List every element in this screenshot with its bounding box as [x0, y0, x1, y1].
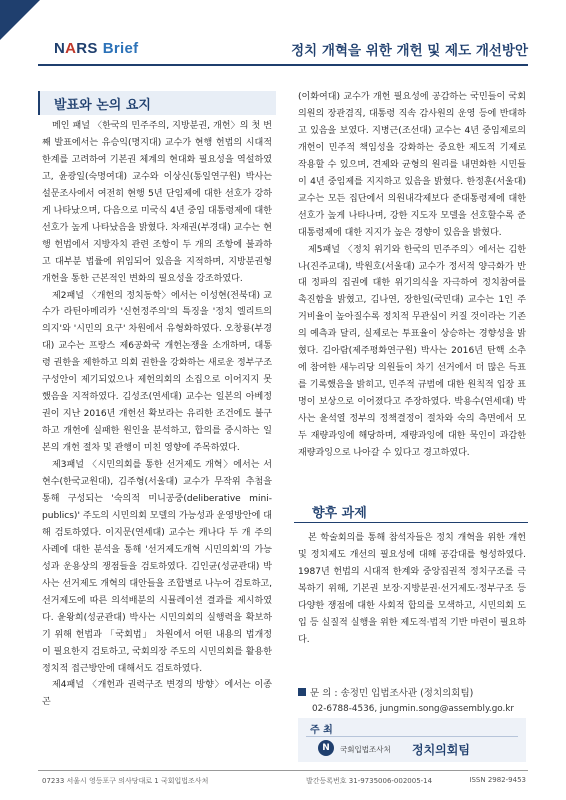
host-label: 주 최 — [310, 725, 333, 736]
contact-phone-email: 02-6788-4536, jungmin.song@assembly.go.kr — [312, 704, 515, 714]
host-divider — [306, 736, 518, 737]
paragraph-panel-2: 제2패널 〈개헌의 정치동학〉에서는 이성현(전북대) 교수가 라틴아메리카 '신헌정주의'의 특징을 '정치 엘리트의 의지'와 '시민의 요구' 차원에서 유형화하였다. 오창룡(부경대) 교수는 프랑스 제6공화국 개헌논쟁을 소개하며, 대통령 권한을 제한하고 의회 권한을 강화하는 새로운 정부구조 구성안이 제기되었으나 제헌의회의 소집으로 이어지지 못했음을 지적하였다. 김성조(연세대) 교수는 일본의 아베정권이 지난 2016년 개헌선 확보라는 유리한 조건에도 불구하고 개헌에 실패한 원인을 분석하고, 합의를 중시하는 일본의 개헌 절차 및 관행이 미친 영향에 주목하였다. — [42, 290, 272, 454]
paragraph-main-panel: 메인 패널 〈한국의 민주주의, 지방분권, 개헌〉의 첫 번째 발표에서는 유승익(명지대) 교수가 현행 헌법의 시대적 한계를 고려하여 기본권 체계의 현대화 필요성을 역설하였고, 윤광일(숙명여대) 교수와 이상신(통일연구원) 박사는 설문조사에서 여전히 현행 5년 단임제에 대한 선호가 강하게 나타났으며, 다음으로 미국식 4년 중임 대통령제에 대한 선호가 높게 나타났음을 밝혔다. 차재권(부경대) 교수는 현행 헌법에서 지방자치 관련 조항이 두 개의 조항에 불과하고 대부분 법률에 위임되어 있음을 지적하며, 지방분권형 개헌을 통한 근본적인 변화의 필요성을 강조하였다. — [42, 121, 272, 284]
section-heading-future: 향후 과제 — [294, 499, 528, 523]
document-title: 정치 개혁을 위한 개헌 및 제도 개선방안 — [291, 43, 528, 59]
header-divider — [38, 64, 528, 66]
paragraph-panel-4: 제4패널 〈개헌과 권력구조 변경의 방향〉에서는 이종곤 — [42, 680, 272, 708]
host-box — [298, 718, 526, 762]
footer-registration-number: 발간등록번호 31-9735006-002005-14 — [306, 777, 433, 785]
future-tasks-text: 본 학술회의를 통해 참석자들은 정치 개혁을 위한 개헌 및 정치제도 개선의 필요성에 대해 공감대를 형성하였다. 1987년 헌법의 시대적 한계와 중앙집권적 정치구조를 극복하기 위해, 기본권 보장·지방분권·선거제도·정부구조 등 다양한 쟁점에 대한 사회적 합의를 모색하고, 시민의회 도입 등 실질적 실행을 위한 제도적·법적 기반 마련이 필요하다. — [298, 533, 526, 645]
contact-info — [298, 685, 526, 714]
contact-person: 문 의 : 송정민 입법조사관 (정치의회팀) — [310, 688, 474, 699]
paragraph-panel-4-cont: (이화여대) 교수가 개헌 필요성에 공감하는 국민들이 국회의원의 장관겸직, 대통령 직속 감사원의 운영 등에 반대하고 있음을 보였다. 지병근(조선대) 교수는 4년 중임제로의 개헌이 민주적 책임성을 강화하는 중요한 제도적 기제로 작용할 수 있으며, 견제와 균형의 원리를 내면화한 시민들이 4년 중임제를 지지하고 있음을 밝혔다. 한정훈(서울대) 교수는 모든 집단에서 의원내각제보다 준대통령제에 대한 선호가 높게 나타나며, 강한 지도자 모델을 선호할수록 준대통령제에 대한 지지가 높은 경향이 있음을 밝혔다. — [298, 92, 526, 238]
nars-brief-logo: NARS Brief — [54, 40, 139, 57]
host-dept-name: 정치의회팀 — [412, 743, 470, 757]
paragraph-panel-5: 제5패널 〈정치 위기와 한국의 민주주의〉에서는 김한나(진주교대), 박원호(서울대) 교수가 정서적 양극화가 반대 정파의 집권에 대한 위기의식을 자극하여 정치참여를 촉진함을 밝혔고, 김나연, 장한일(국민대) 교수는 1인 주거비율이 높아질수록 정치적 무관심이 커질 것이라는 기존의 예측과 달리, 실제로는 투표율이 상승하는 경향성을 밝혔다. 김아람(제주평화연구원) 박사는 2016년 탄핵 소추에 참여한 새누리당 의원들이 차기 선거에서 더 많은 득표를 기록했음을 밝히고, 민주적 규범에 대한 원칙적 입장 표명이 보상으로 이어졌다고 주장하였다. 박용수(연세대) 박사는 윤석열 정부의 정책결정이 절차와 숙의 측면에서 모두 재량과잉에 해당하며, 재량과잉에 대한 묵인이 과감한 재량과잉으로 나아갈 수 있다고 경고하였다. — [298, 244, 526, 459]
footer-issn: ISSN 2982-9453 — [469, 776, 526, 784]
section-heading-discussion: 발표와 논의 요지 — [38, 91, 276, 115]
left-column — [42, 118, 272, 711]
paragraph-panel-3: 제3패널 〈시민의회를 통한 선거제도 개혁〉에서는 서현수(한국교원대), 김주형(서울대) 교수가 무작위 추첨을 통해 구성되는 '숙의적 미니공중(deliberative mini-publics)' 주도의 시민의회 모델의 가능성과 운영방안에 대해 검토하였다. 이지문(연세대) 교수는 캐나다 두 개 주의 사례에 대한 분석을 통해 '선거제도개혁 시민의회'의 가능성과 운용상의 쟁점들을 검토하였다. 김인균(성균관대) 박사는 선거제도 개혁의 대안들을 조합별로 나누어 검토하고, 선거제도에 따른 의석배분의 시뮬레이션 결과를 제시하였다. 윤왕희(성균관대) 박사는 시민의회의 실행력을 확보하기 위해 헌법과 「국회법」 차원에서 어떤 내용의 법개정이 필요한지 검토하고, 국회의장 주도의 시민의회를 활용한 정치적 접근방안에 대해서도 검토하였다. — [42, 460, 272, 674]
footer-address: 07233 서울시 영등포구 의사당대로 1 국회입법조사처 — [42, 777, 209, 785]
footer-divider — [38, 770, 528, 771]
host-org-name: 국회입법조사처 — [340, 745, 391, 754]
right-column — [298, 89, 526, 462]
corner-decoration — [0, 0, 40, 40]
bullet-square-icon — [298, 688, 306, 696]
nars-emblem-icon: N — [318, 740, 334, 756]
